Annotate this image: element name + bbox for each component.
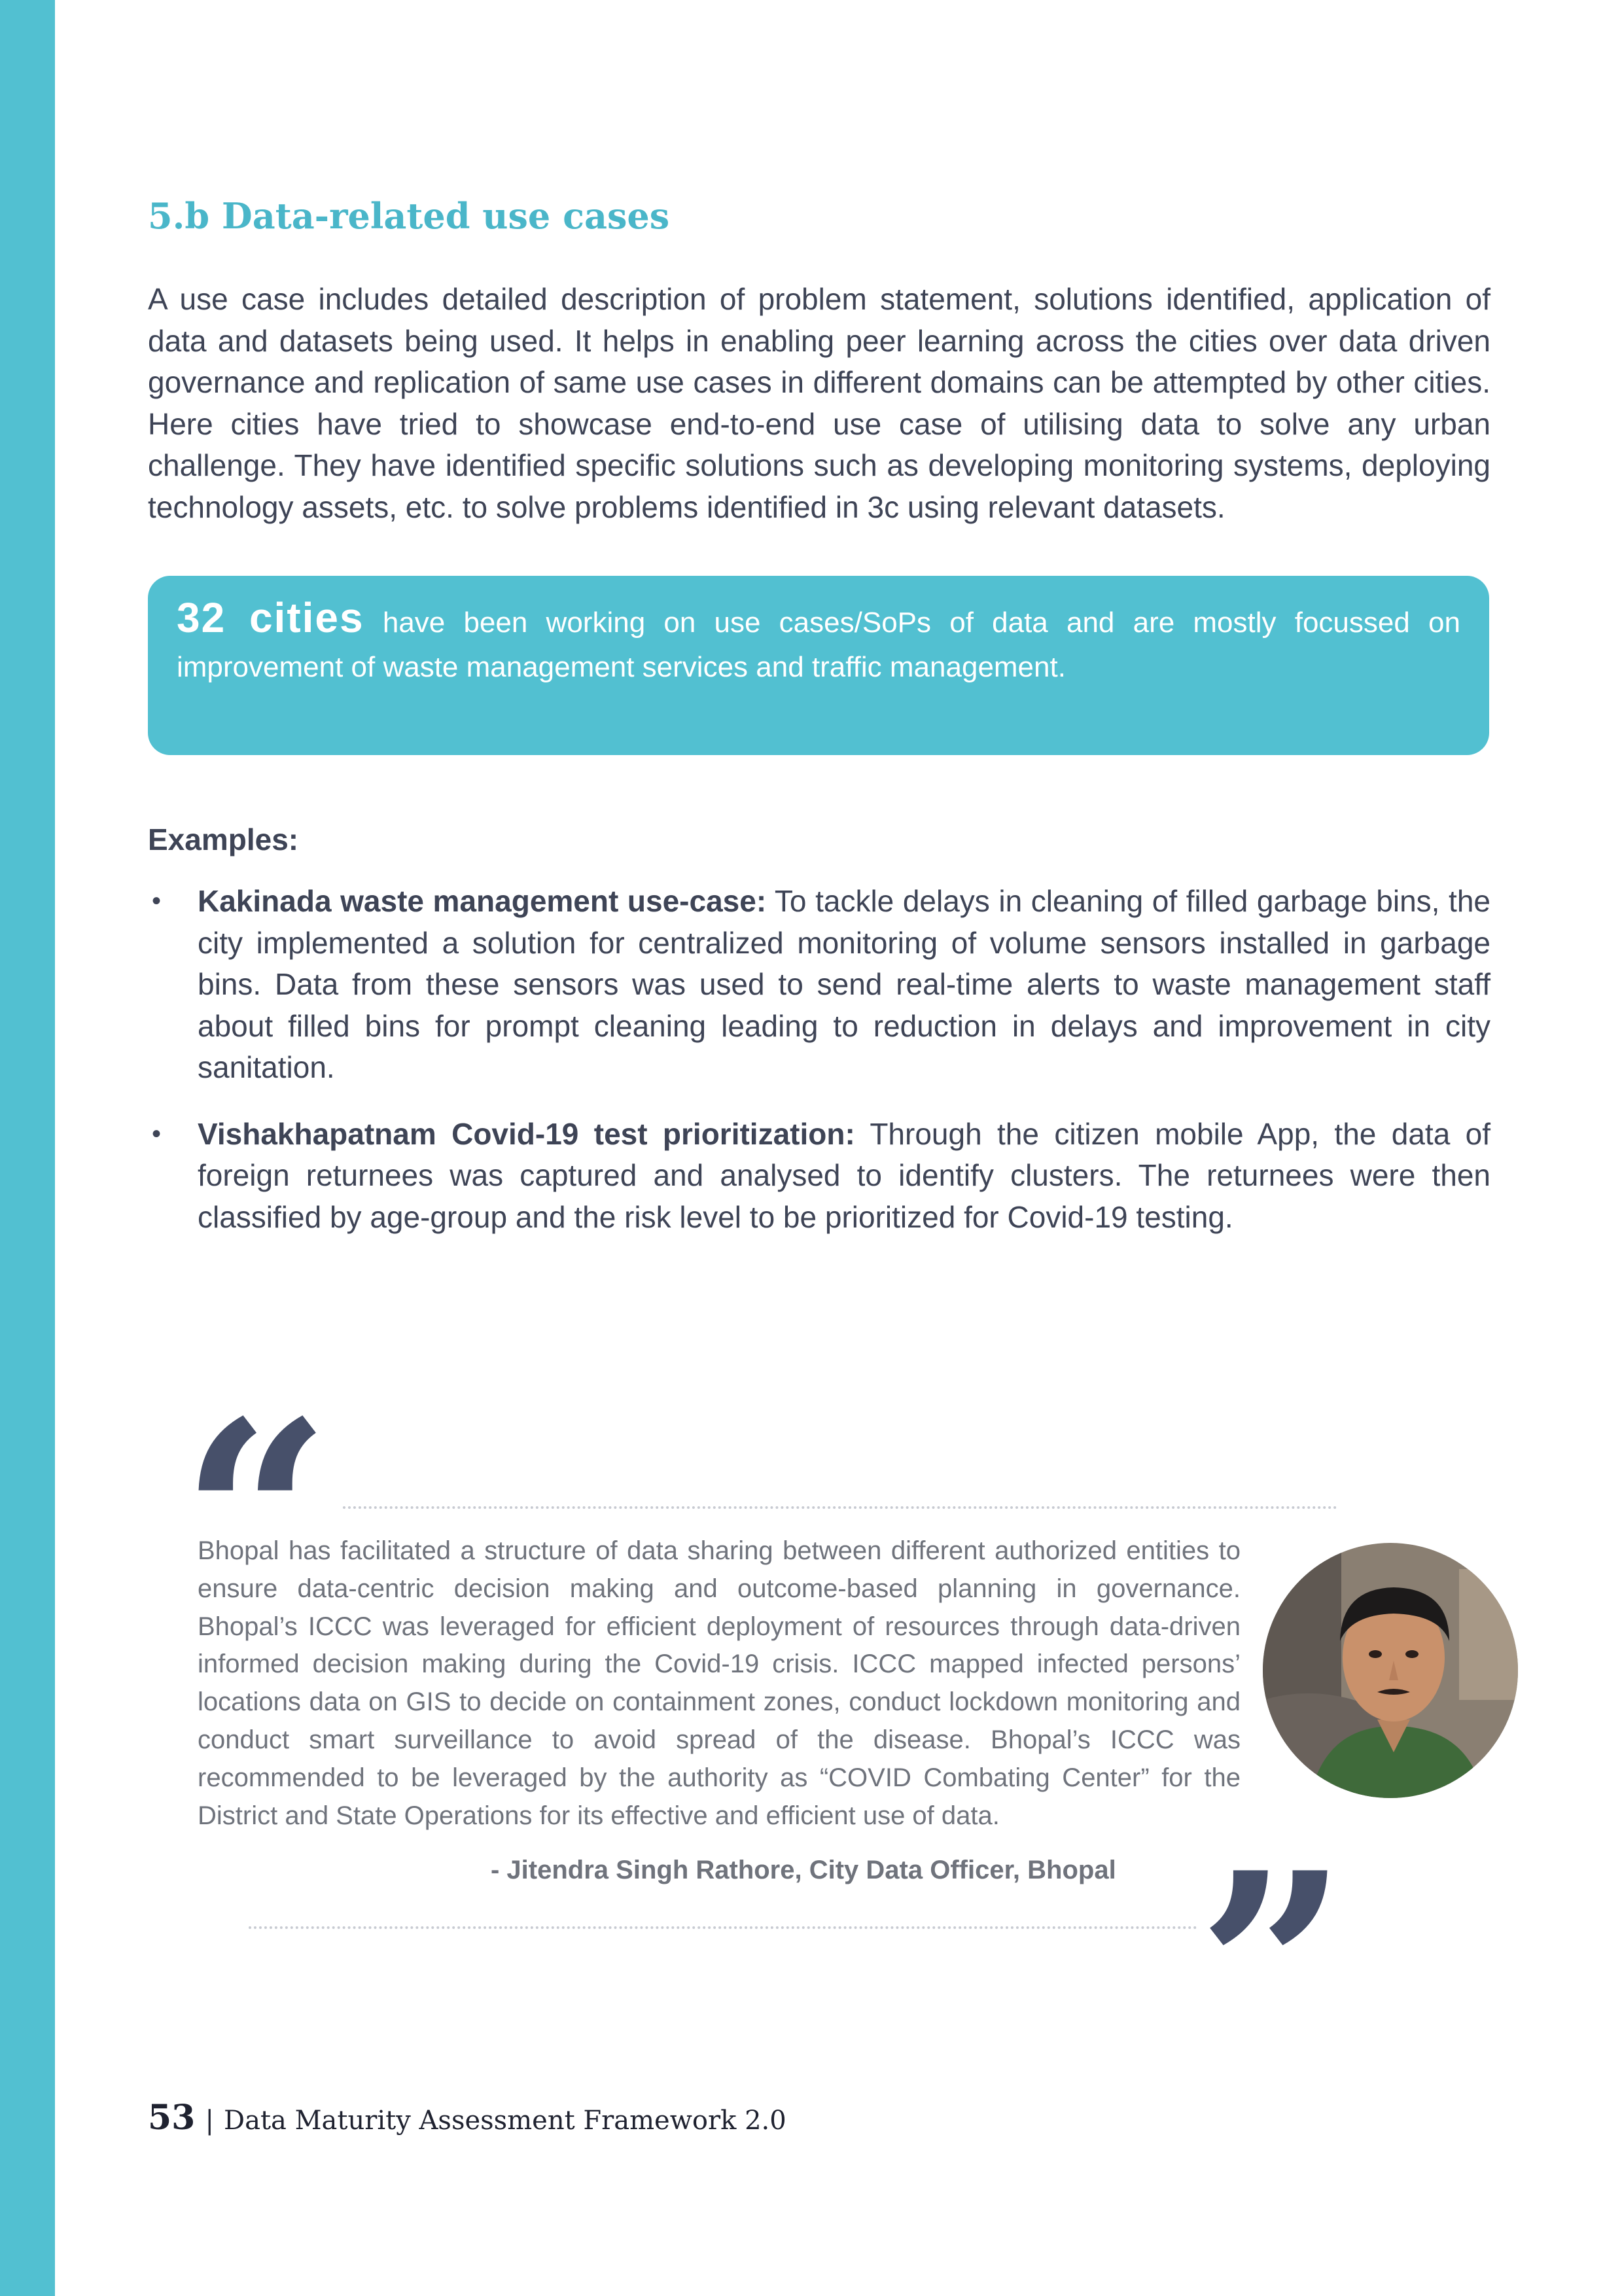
page-number: 53 xyxy=(148,2098,196,2138)
callout-highlight: 32 cities xyxy=(177,594,364,641)
callout-text: have been working on use cases/SoPs of data and are mostly focussed on improvement of waste management services and traffic management. xyxy=(177,607,1460,683)
list-item xyxy=(148,1114,1490,1239)
speaker-photo xyxy=(1263,1543,1518,1798)
quote-attribution: - Jitendra Singh Rathore, City Data Officer, Bhopal xyxy=(491,1856,1116,1884)
section-heading: 5.b Data-related use cases xyxy=(148,195,670,237)
callout-paragraph xyxy=(177,595,1460,690)
side-accent-bar xyxy=(0,0,55,2296)
open-quote-icon: “ xyxy=(181,1364,332,1672)
list-item xyxy=(148,881,1490,1089)
close-quote-icon: ” xyxy=(1197,1816,1349,2123)
examples-list xyxy=(148,881,1490,1238)
footer-separator: | xyxy=(205,2106,214,2136)
examples-title: Examples: xyxy=(148,822,299,857)
page-footer xyxy=(148,2098,786,2138)
example-lead: Vishakhapatnam Covid-19 test prioritization: xyxy=(198,1116,855,1151)
footer-title: Data Maturity Assessment Framework 2.0 xyxy=(224,2106,786,2136)
example-text: Through the citizen mobile App, the data of foreign returnees was captured and analysed to identify clusters. The returnees were then classified by age-group and the risk level to be prioritized for Covid-19 testing. xyxy=(198,1116,1491,1234)
bullet-icon: • xyxy=(152,1119,162,1148)
example-text: To tackle delays in cleaning of filled garbage bins, the city implemented a solution for centralized monitoring of volume sensors installed in garbage bins. Data from these sensors was used to send real-time alerts to waste management staff about filled bins for prompt cleaning leading to reduction in delays and improvement in city sanitation. xyxy=(198,884,1491,1084)
quote-divider-bottom xyxy=(249,1926,1197,1929)
quote-text: Bhopal has facilitated a structure of data sharing between different authorized entities to ensure data-centric decision making and outcome-based planning in governance. Bhopal’s ICCC was leveraged for efficient deployment of resources through data-driven informed decision making during the Covid-19 crisis. ICCC mapped infected persons’ locations data on GIS to decide on containment zones, conduct lockdown monitoring and conduct smart surveillance to avoid spread of the disease. Bhopal’s ICCC was recommended to be leveraged by the authority as “COVID Combating Center” for the District and State Operations for its effective and efficient use of data. xyxy=(198,1536,1241,1830)
quote-divider-top xyxy=(343,1506,1337,1509)
intro-paragraph: A use case includes detailed description of problem statement, solutions identified, application of data and datasets being used. It helps in enabling peer learning across the cities over data driven governance and replication of same use cases in different domains can be attempted by other cities. Here cities have tried to showcase end-to-end use case of utilising data to solve any urban challenge. They have identified specific solutions such as developing monitoring systems, deploying technology assets, etc. to solve problems identified in 3c using relevant datasets. xyxy=(148,282,1490,524)
bullet-icon: • xyxy=(152,887,162,915)
callout-box xyxy=(148,576,1489,755)
example-lead: Kakinada waste management use-case: xyxy=(198,884,767,918)
